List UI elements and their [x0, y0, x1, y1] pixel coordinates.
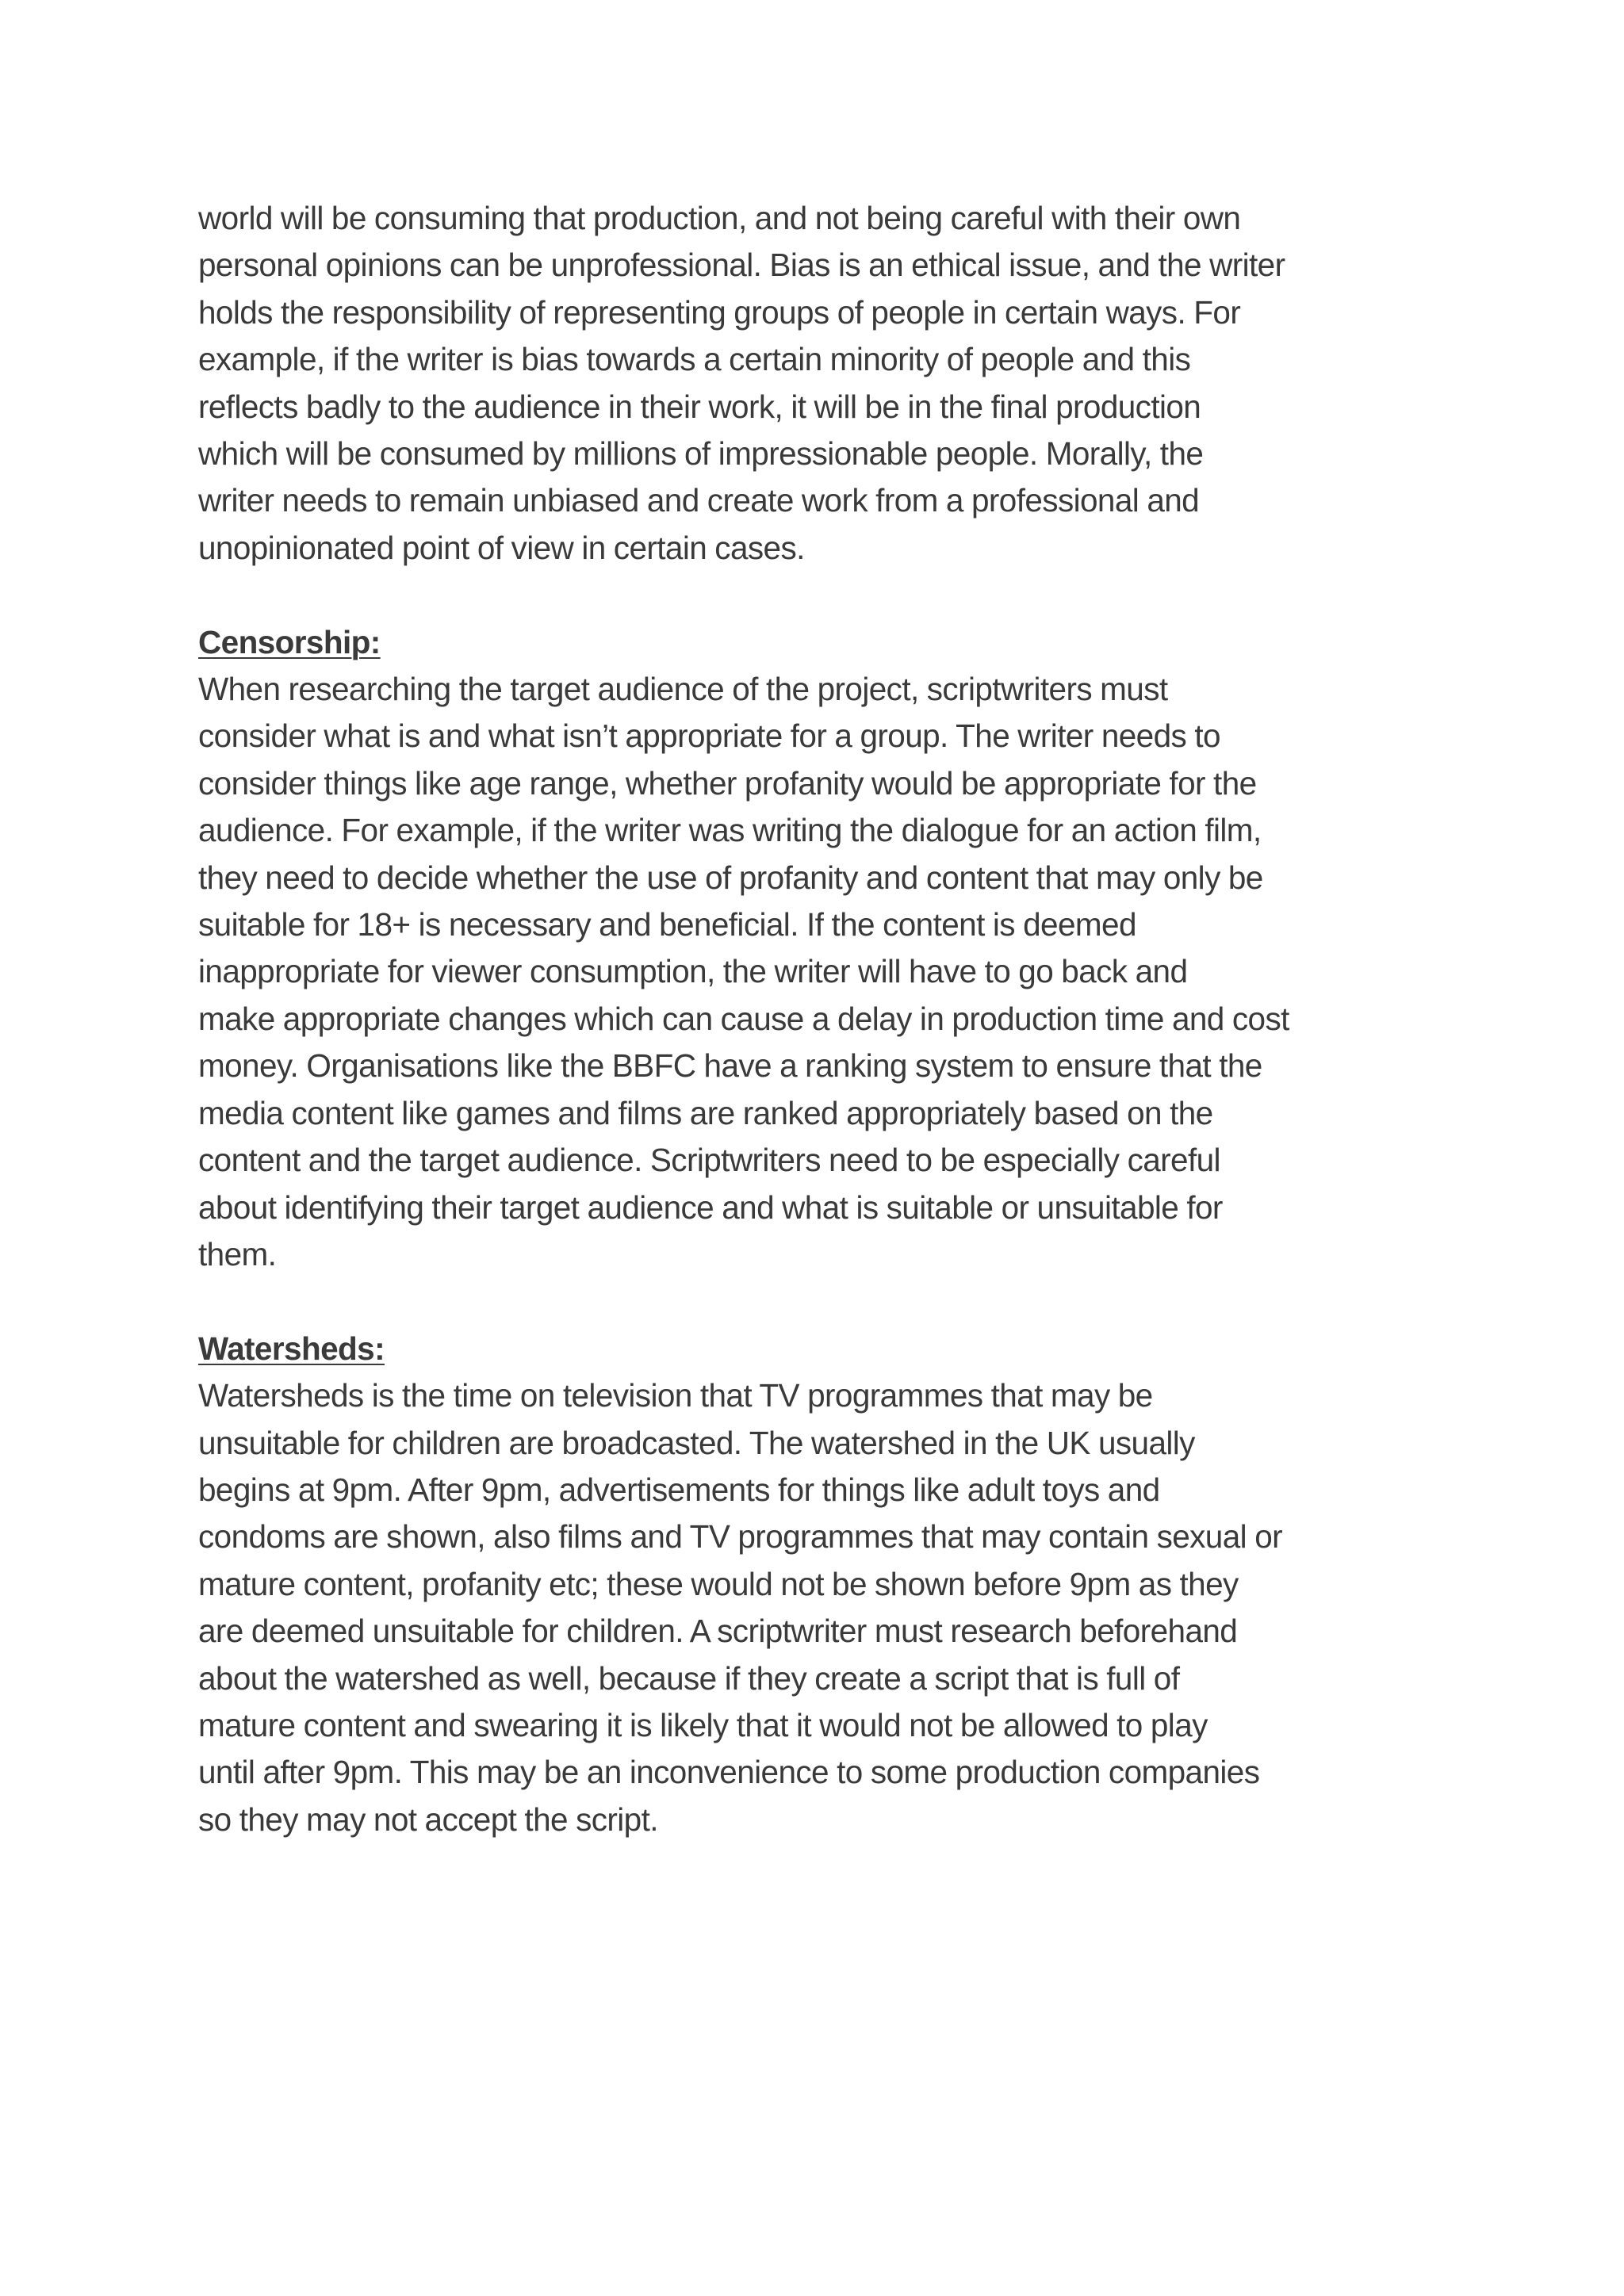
watersheds-heading: Watersheds:: [198, 1330, 385, 1367]
text-line: personal opinions can be unprofessional. Bias is an ethical issue, and the writer: [198, 247, 1285, 284]
text-line: them.: [198, 1235, 277, 1272]
text-line: about the watershed as well, because if they create a script that is full of: [198, 1659, 1180, 1697]
text-line: money. Organisations like the BBFC have a ranking system to ensure that the: [198, 1047, 1262, 1085]
text-line: which will be consumed by millions of impressionable people. Morally, the: [198, 435, 1204, 473]
document-body: [198, 195, 1451, 1843]
text-line: unsuitable for children are broadcasted. The watershed in the UK usually: [198, 1424, 1195, 1461]
text-line: reflects badly to the audience in their work, it will be in the final production: [198, 388, 1201, 425]
text-line: inappropriate for viewer consumption, the writer will have to go back and: [198, 953, 1188, 990]
watersheds-paragraph: [198, 1372, 1451, 1843]
text-line: audience. For example, if the writer was writing the dialogue for an action film,: [198, 812, 1262, 849]
text-line: consider what is and what isn’t appropriate for a group. The writer needs to: [198, 718, 1220, 755]
text-line: example, if the writer is bias towards a certain minority of people and this: [198, 341, 1191, 378]
text-line: begins at 9pm. After 9pm, advertisements for things like adult toys and: [198, 1471, 1160, 1508]
text-line: world will be consuming that production, and not being careful with their own: [198, 200, 1241, 236]
text-line: they need to decide whether the use of profanity and content that may only be: [198, 859, 1263, 896]
censorship-heading: Censorship:: [198, 623, 381, 660]
text-line: are deemed unsuitable for children. A scriptwriter must research beforehand: [198, 1613, 1238, 1650]
text-line: consider things like age range, whether profanity would be appropriate for the: [198, 764, 1257, 802]
intro-paragraph: [198, 195, 1451, 572]
text-line: suitable for 18+ is necessary and beneficial. If the content is deemed: [198, 906, 1136, 943]
text-line: mature content, profanity etc; these would not be shown before 9pm as they: [198, 1565, 1239, 1602]
text-line: condoms are shown, also films and TV programmes that may contain sexual or: [198, 1518, 1283, 1556]
text-line: content and the target audience. Scriptwriters need to be especially careful: [198, 1142, 1220, 1179]
text-line: When researching the target audience of the project, scriptwriters must: [198, 671, 1168, 708]
text-line: so they may not accept the script.: [198, 1800, 658, 1838]
text-line: make appropriate changes which can cause a delay in production time and cost: [198, 1000, 1289, 1037]
text-line: about identifying their target audience and what is suitable or unsuitable for: [198, 1188, 1223, 1226]
text-line: until after 9pm. This may be an inconvenience to some production companies: [198, 1754, 1260, 1791]
text-line: writer needs to remain unbiased and create work from a professional and: [198, 482, 1200, 519]
text-line: unopinionated point of view in certain cases.: [198, 529, 805, 566]
text-line: media content like games and films are ranked appropriately based on the: [198, 1094, 1213, 1131]
text-line: mature content and swearing it is likely that it would not be allowed to play: [198, 1706, 1208, 1743]
censorship-paragraph: [198, 666, 1451, 1278]
text-line: Watersheds is the time on television that TV programmes that may be: [198, 1377, 1153, 1414]
text-line: holds the responsibility of representing groups of people in certain ways. For: [198, 293, 1241, 331]
